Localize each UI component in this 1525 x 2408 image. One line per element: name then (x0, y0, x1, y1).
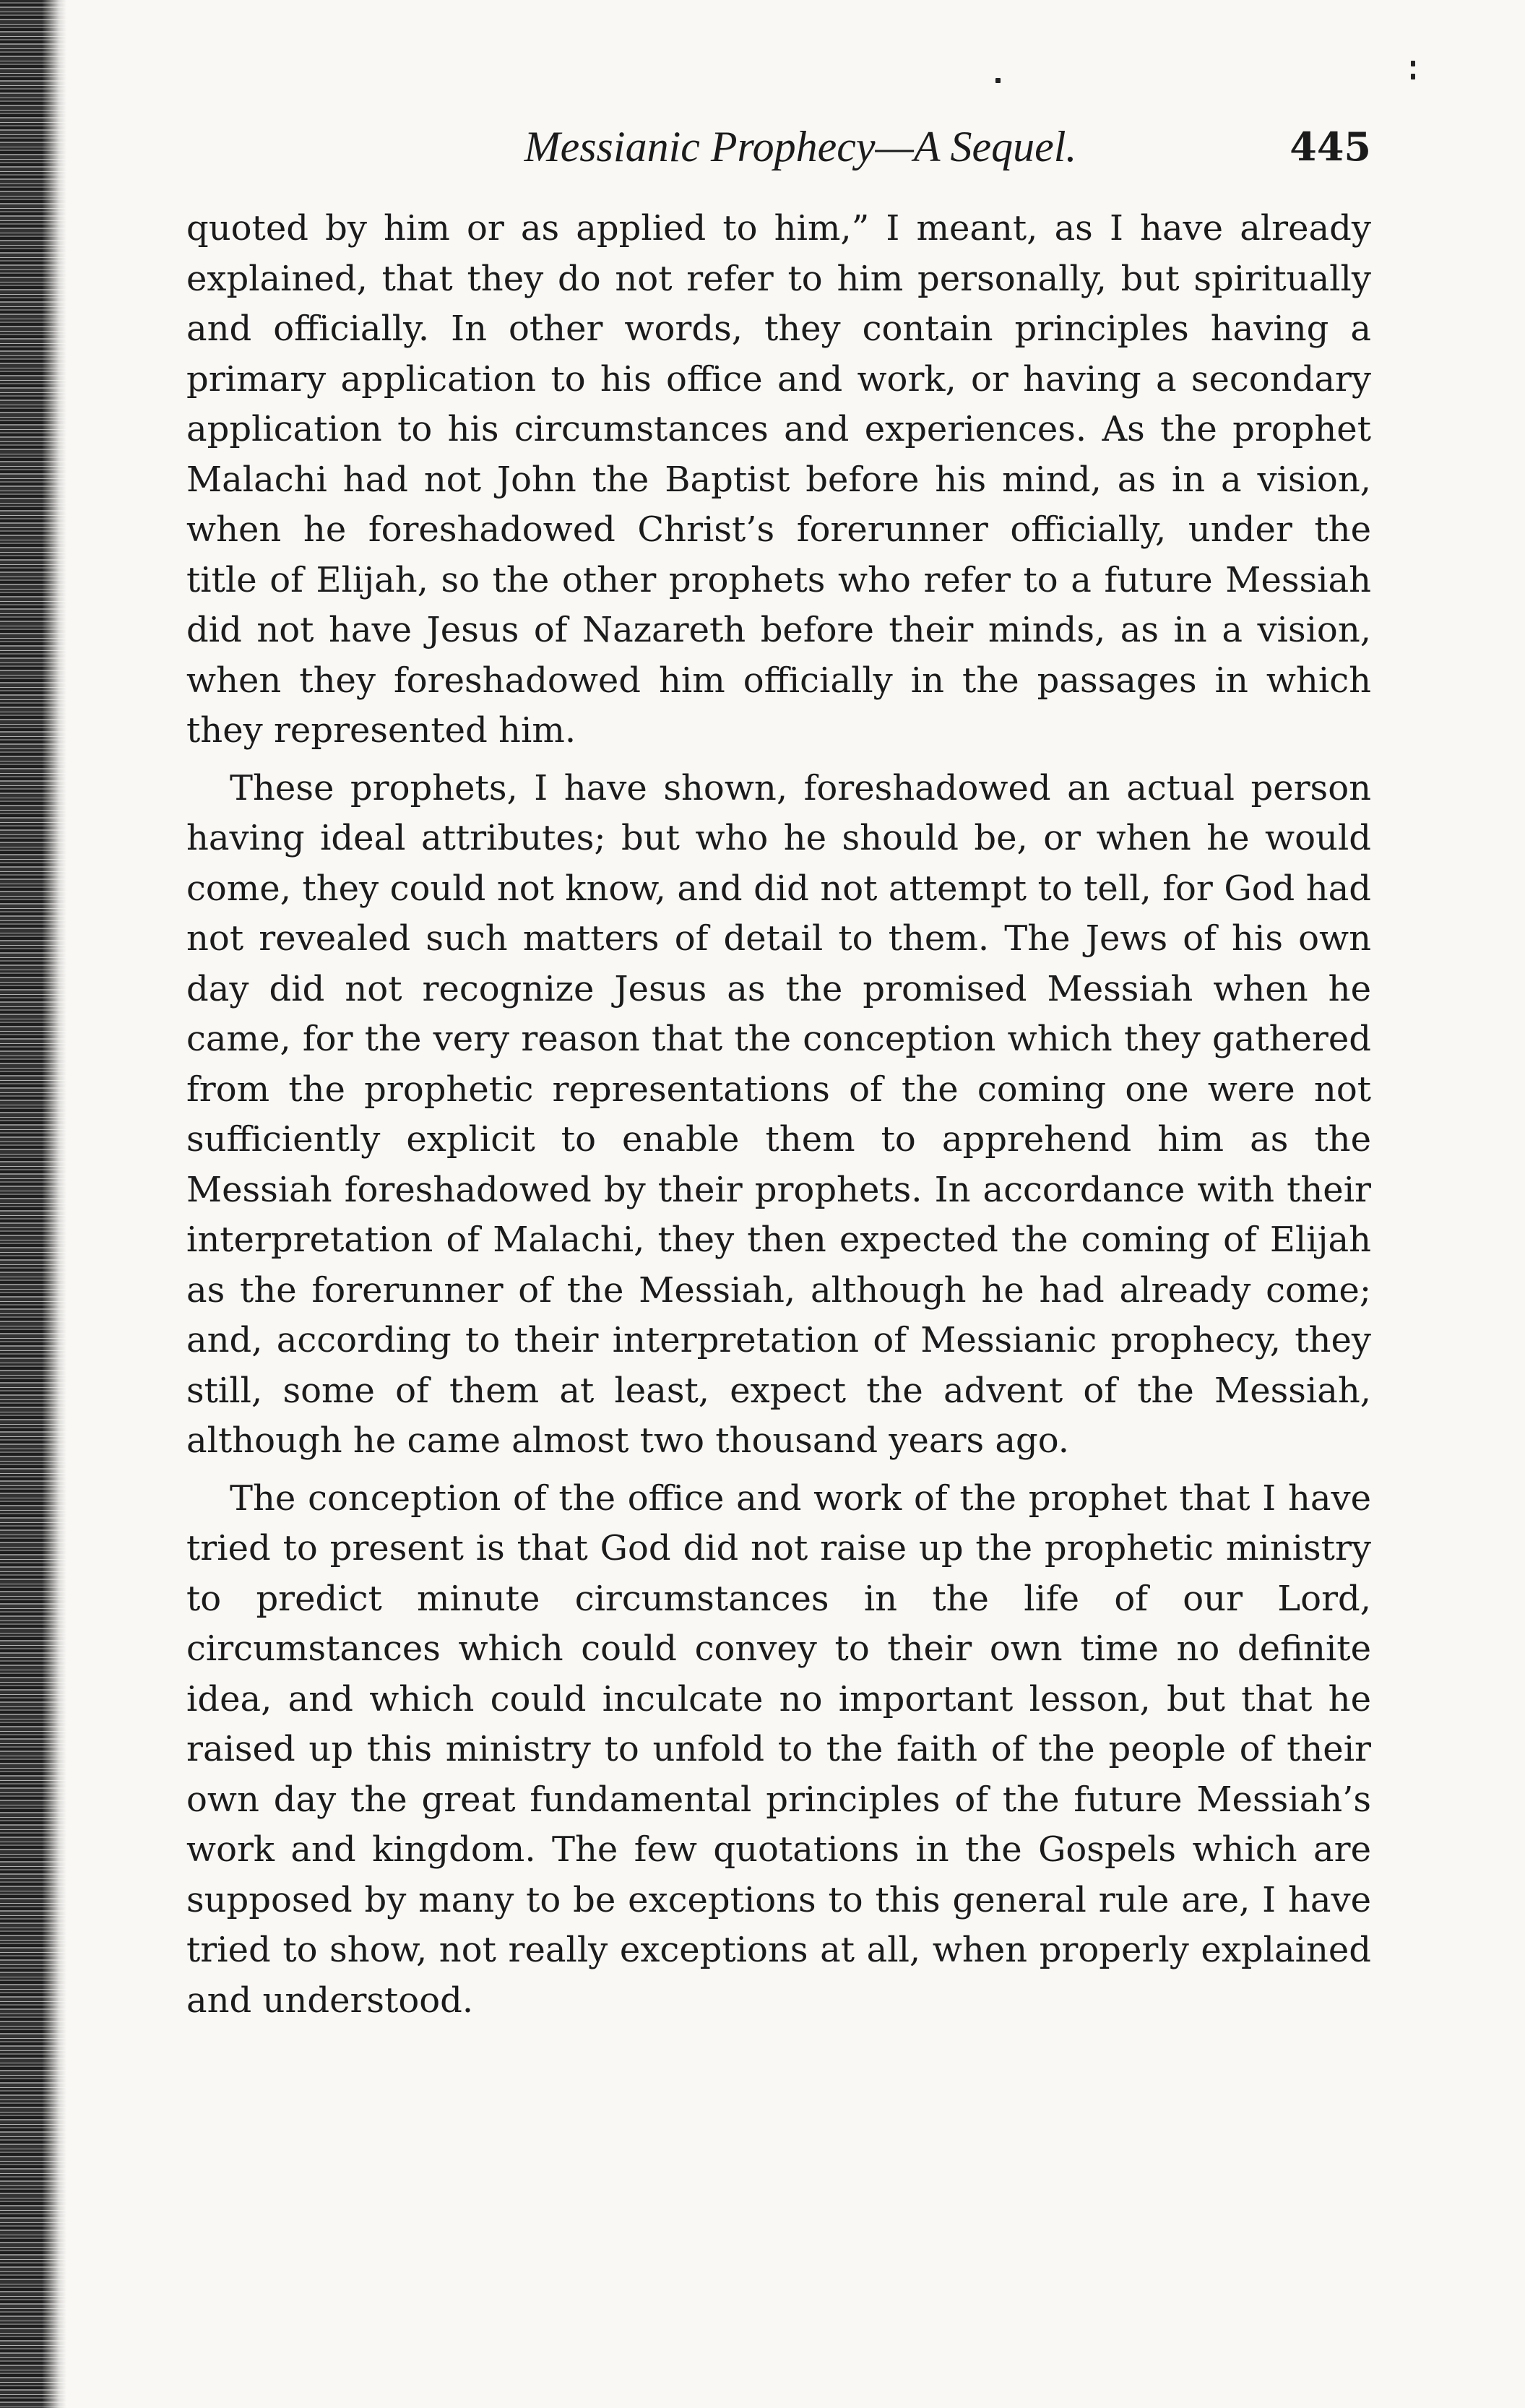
scan-speck (1411, 61, 1415, 66)
body-text (186, 204, 1371, 2033)
page-header (186, 114, 1371, 179)
scan-speck (995, 78, 1001, 83)
scan-speck (1411, 74, 1415, 79)
paragraph-1: quoted by him or as applied to him,” I meant, as I have already explained, that they do not refer to him personally, but spiritually and officially. In other words, they contain principles having a primary application to his office and work, or having a secondary application to his circumstances and experiences. As the prophet Malachi had not John the Baptist before his mind, as in a vision, when he foreshadowed Christ’s forerunner officially, under the title of Elijah, so the other prophets who refer to a future Messiah did not have Jesus of Nazareth before their minds, as in a vision, when they foreshadowed him officially in the passages in which they represented him. (186, 208, 1371, 751)
running-title: Messianic Prophecy—A Sequel. (524, 123, 1077, 171)
book-binding-edge (0, 0, 66, 2408)
paragraph-3: The conception of the office and work of the prophet that I have tried to present is that God did not raise up the prophetic ministry to predict minute circumstances in the life of our Lord, circumstances which could convey to their own time no definite idea, and which could inculcate no important lesson, but that he raised up this ministry to unfold to the faith of the people of their own day the great fundamental principles of the future Messiah’s work and kingdom. The few quotations in the Gospels which are supposed by many to be exceptions to this general rule are, I have tried to show, not really exceptions at all, when properly explained and understood. (186, 1477, 1371, 2021)
paragraph-2: These prophets, I have shown, foreshadowed an actual person having ideal attributes; but who he should be, or when he would come, they could not know, and did not attempt to tell, for God had not revealed such matters of detail to them. The Jews of his own day did not recognize Jesus as the promised Messiah when he came, for the very reason that the conception which they gathered from the prophetic representations of the coming one were not sufficiently explicit to enable them to apprehend him as the Messiah foreshadowed by their prophets. In accordance with their interpretation of Malachi, they then expected the coming of Elijah as the forerunner of the Messiah, although he had already come; and, according to their interpretation of Messianic prophecy, they still, some of them at least, expect the advent of the Messiah, although he came almost two thousand years ago. (186, 767, 1371, 1461)
page-number: 445 (1289, 124, 1371, 170)
